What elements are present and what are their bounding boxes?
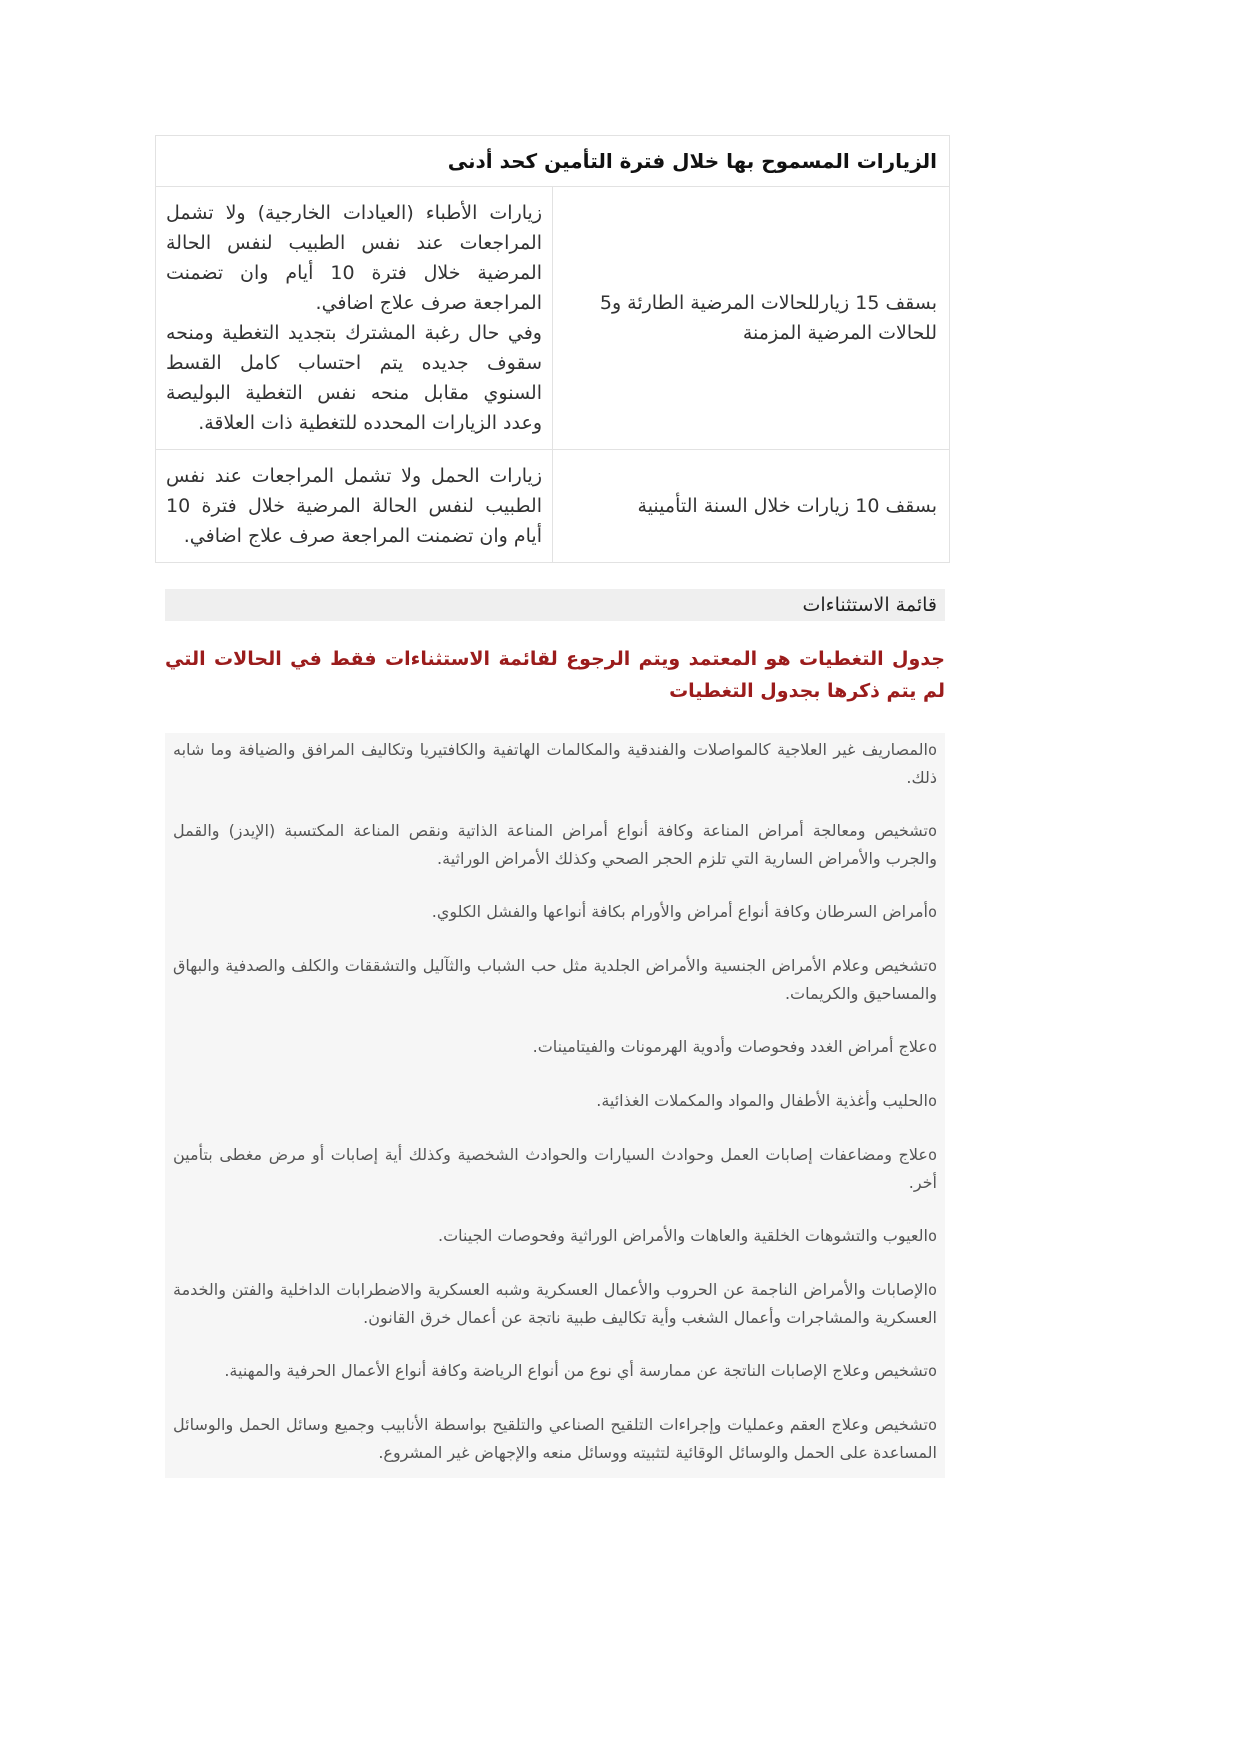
exclusion-text: الحليب وأغذية الأطفال والمواد والمكملات الغذائية. bbox=[596, 1091, 928, 1110]
exclusion-text: أمراض السرطان وكافة أنواع أمراض والأورام بكافة أنواعها والفشل الكلوي. bbox=[431, 902, 928, 921]
exclusion-text: المصاريف غير العلاجية كالمواصلات والفندقية والمكالمات الهاتفية والكافتيريا وتكاليف المرافق والضيافة وما شابه ذلك. bbox=[173, 740, 937, 787]
bullet-marker: o bbox=[927, 1227, 937, 1245]
table-header-row bbox=[156, 136, 950, 187]
visit-limit-cell: بسقف 15 زيارللحالات المرضية الطارئة و5 للحالات المرضية المزمنة bbox=[553, 187, 950, 450]
exclusions-title: قائمة الاستثناءات bbox=[165, 589, 945, 621]
exclusion-item bbox=[173, 1141, 937, 1196]
bullet-marker: o bbox=[927, 1281, 937, 1299]
exclusion-item bbox=[173, 1033, 937, 1061]
bullet-marker: o bbox=[927, 1146, 937, 1164]
exclusion-text: علاج أمراض الغدد وفحوصات وأدوية الهرمونات والفيتامينات. bbox=[532, 1037, 928, 1056]
exclusion-text: العيوب والتشوهات الخلقية والعاهات والأمراض الوراثية وفحوصات الجينات. bbox=[438, 1226, 928, 1245]
bullet-marker: o bbox=[927, 741, 937, 759]
coverage-notice: جدول التغطيات هو المعتمد ويتم الرجوع لقائمة الاستثناءات فقط في الحالات التي لم يتم ذكرها بجدول التغطيات bbox=[165, 648, 945, 702]
exclusion-text: تشخيص وعلاج الإصابات الناتجة عن ممارسة أي نوع من أنواع الرياضة وكافة أنواع الأعمال الحرفية والمهنية. bbox=[224, 1361, 928, 1380]
bullet-marker: o bbox=[927, 957, 937, 975]
table-row bbox=[156, 187, 950, 450]
exclusion-text: تشخيص ومعالجة أمراض المناعة وكافة أنواع أمراض المناعة الذاتية ونقص المناعة المكتسبة (الإيدز) والقمل والجرب والأمراض السارية التي تلزم الحجر الصحي وكذلك الأمراض الوراثية. bbox=[173, 821, 937, 868]
exclusion-text: تشخيص وعلام الأمراض الجنسية والأمراض الجلدية مثل حب الشباب والثآليل والتشققات والكلف والصدفية والبهاق والمساحيق والكريمات. bbox=[173, 956, 937, 1003]
exclusion-text: علاج ومضاعفات إصابات العمل وحوادث السيارات والحوادث الشخصية وكذلك أية إصابات أو مرض مغطى بتأمين أخر. bbox=[173, 1145, 937, 1192]
description-paragraph: زيارات الحمل ولا تشمل المراجعات عند نفس الطبيب لنفس الحالة المرضية خلال فترة 10 أيام وان تضمنت المراجعة صرف علاج اضافي. bbox=[166, 465, 542, 547]
bullet-marker: o bbox=[927, 1092, 937, 1110]
visits-coverage-table bbox=[155, 135, 950, 563]
exclusion-text: تشخيص وعلاج العقم وعمليات وإجراءات التلقيح الصناعي والتلقيح بواسطة الأنابيب وجميع وسائل الحمل والوسائل المساعدة على الحمل والوسائل الوقائية لتثبيته ووسائل منعه والإجهاض غير المشروع. bbox=[173, 1415, 937, 1462]
table-row bbox=[156, 450, 950, 563]
description-paragraph: وفي حال رغبة المشترك بتجديد التغطية ومنحه سقوف جديده يتم احتساب كامل القسط السنوي مقابل منحه نفس التغطية البوليصة وعدد الزيارات المحدده للتغطية ذات العلاقة. bbox=[166, 322, 542, 434]
exclusion-text: الإصابات والأمراض الناجمة عن الحروب والأعمال العسكرية وشبه العسكرية والاضطرابات الداخلية والفتن والخدمة العسكرية والمشاجرات وأعمال الشغب وأية تكاليف طبية ناتجة عن أعمال خرق القانون. bbox=[173, 1280, 937, 1327]
exclusion-item bbox=[173, 952, 937, 1007]
exclusion-item bbox=[173, 736, 937, 791]
exclusion-item bbox=[173, 898, 937, 926]
visit-description-cell bbox=[156, 450, 553, 563]
table-header: الزيارات المسموح بها خلال فترة التأمين كحد أدنى bbox=[156, 136, 950, 187]
exclusion-item bbox=[173, 1276, 937, 1331]
exclusion-item bbox=[173, 1087, 937, 1115]
document-page bbox=[155, 135, 950, 1478]
exclusion-item bbox=[173, 1411, 937, 1466]
visit-description-cell bbox=[156, 187, 553, 450]
bullet-marker: o bbox=[927, 1416, 937, 1434]
exclusion-item bbox=[173, 817, 937, 872]
bullet-marker: o bbox=[927, 1038, 937, 1056]
bullet-marker: o bbox=[927, 822, 937, 840]
exclusion-item bbox=[173, 1222, 937, 1250]
visit-limit-cell: بسقف 10 زيارات خلال السنة التأمينية bbox=[553, 450, 950, 563]
exclusion-item bbox=[173, 1357, 937, 1385]
exclusions-list bbox=[165, 733, 945, 1478]
description-paragraph: زيارات الأطباء (العيادات الخارجية) ولا تشمل المراجعات عند نفس الطبيب لنفس الحالة المرضية خلال فترة 10 أيام وان تضمنت المراجعة صرف علاج اضافي. bbox=[166, 202, 542, 314]
bullet-marker: o bbox=[927, 1362, 937, 1380]
bullet-marker: o bbox=[927, 903, 937, 921]
